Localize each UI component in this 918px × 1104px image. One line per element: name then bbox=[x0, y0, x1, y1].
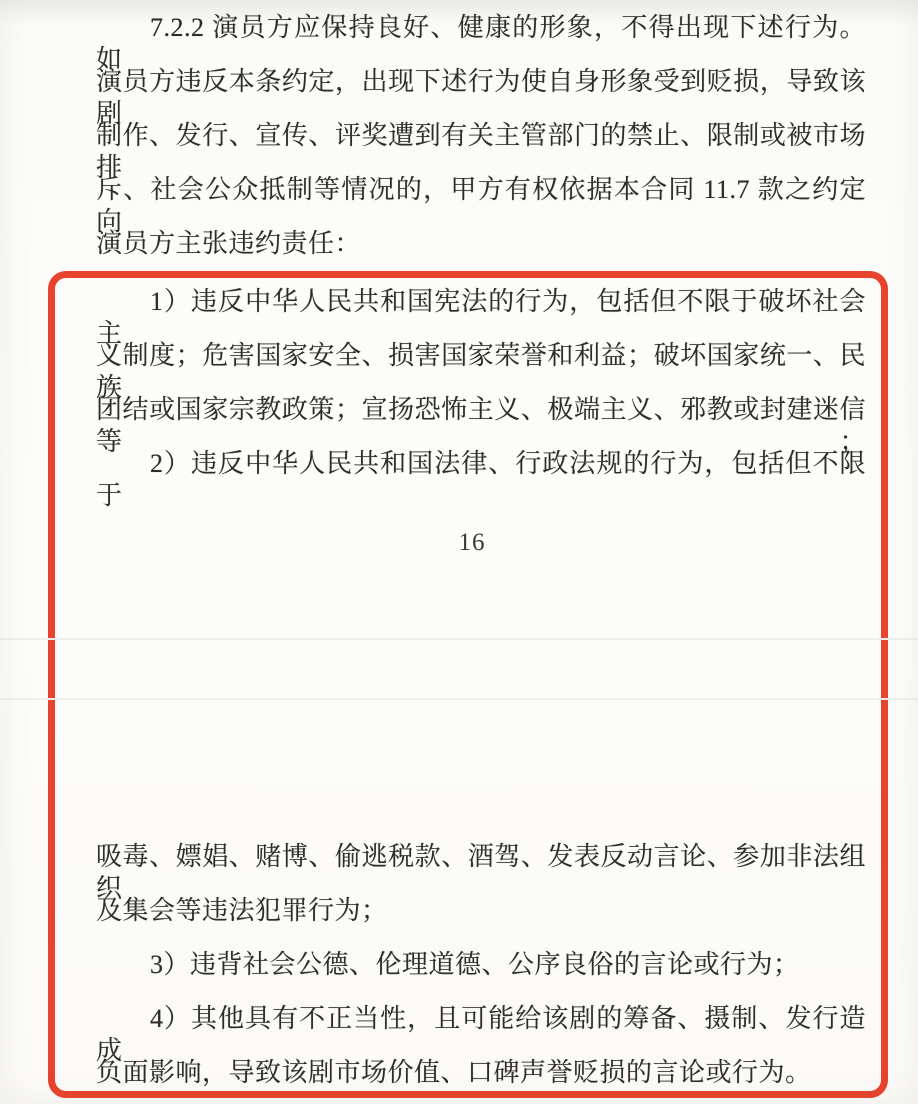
document-line: 1）违反中华人民共和国宪法的行为，包括但不限于破坏社会主 bbox=[96, 287, 866, 348]
document-line: 制作、发行、宣传、评奖遭到有关主管部门的禁止、限制或被市场排 bbox=[96, 121, 866, 182]
document-line: 及集会等违法犯罪行为； bbox=[96, 896, 388, 925]
document-line: 演员方主张违约责任： bbox=[96, 229, 362, 258]
document-line: 7.2.2 演员方应保持良好、健康的形象，不得出现下述行为。如 bbox=[96, 13, 866, 74]
page-number: 16 bbox=[458, 529, 486, 556]
page-divider bbox=[0, 698, 918, 700]
document-line: 团结或国家宗教政策；宣扬恐怖主义、极端主义、邪教或封建迷信等； bbox=[96, 395, 866, 456]
document-line: 斥、社会公众抵制等情况的，甲方有权依据本合同 11.7 款之约定向 bbox=[96, 175, 866, 236]
document-line: 负面影响，导致该剧市场价值、口碑声誉贬损的言论或行为。 bbox=[96, 1058, 812, 1087]
document-line: 4）其他具有不正当性，且可能给该剧的筹备、摄制、发行造成 bbox=[96, 1004, 866, 1065]
document-line: 3）违背社会公德、伦理道德、公序良俗的言论或行为； bbox=[150, 950, 800, 979]
document-line: 吸毒、嫖娼、赌博、偷逃税款、酒驾、发表反动言论、参加非法组织 bbox=[96, 842, 866, 903]
page-divider bbox=[0, 638, 918, 640]
document-line: 2）违反中华人民共和国法律、行政法规的行为，包括但不限于 bbox=[96, 449, 866, 510]
document-line: 义制度；危害国家安全、损害国家荣誉和利益；破坏国家统一、民族 bbox=[96, 341, 866, 402]
document-line: 演员方违反本条约定，出现下述行为使自身形象受到贬损，导致该剧 bbox=[96, 67, 866, 128]
